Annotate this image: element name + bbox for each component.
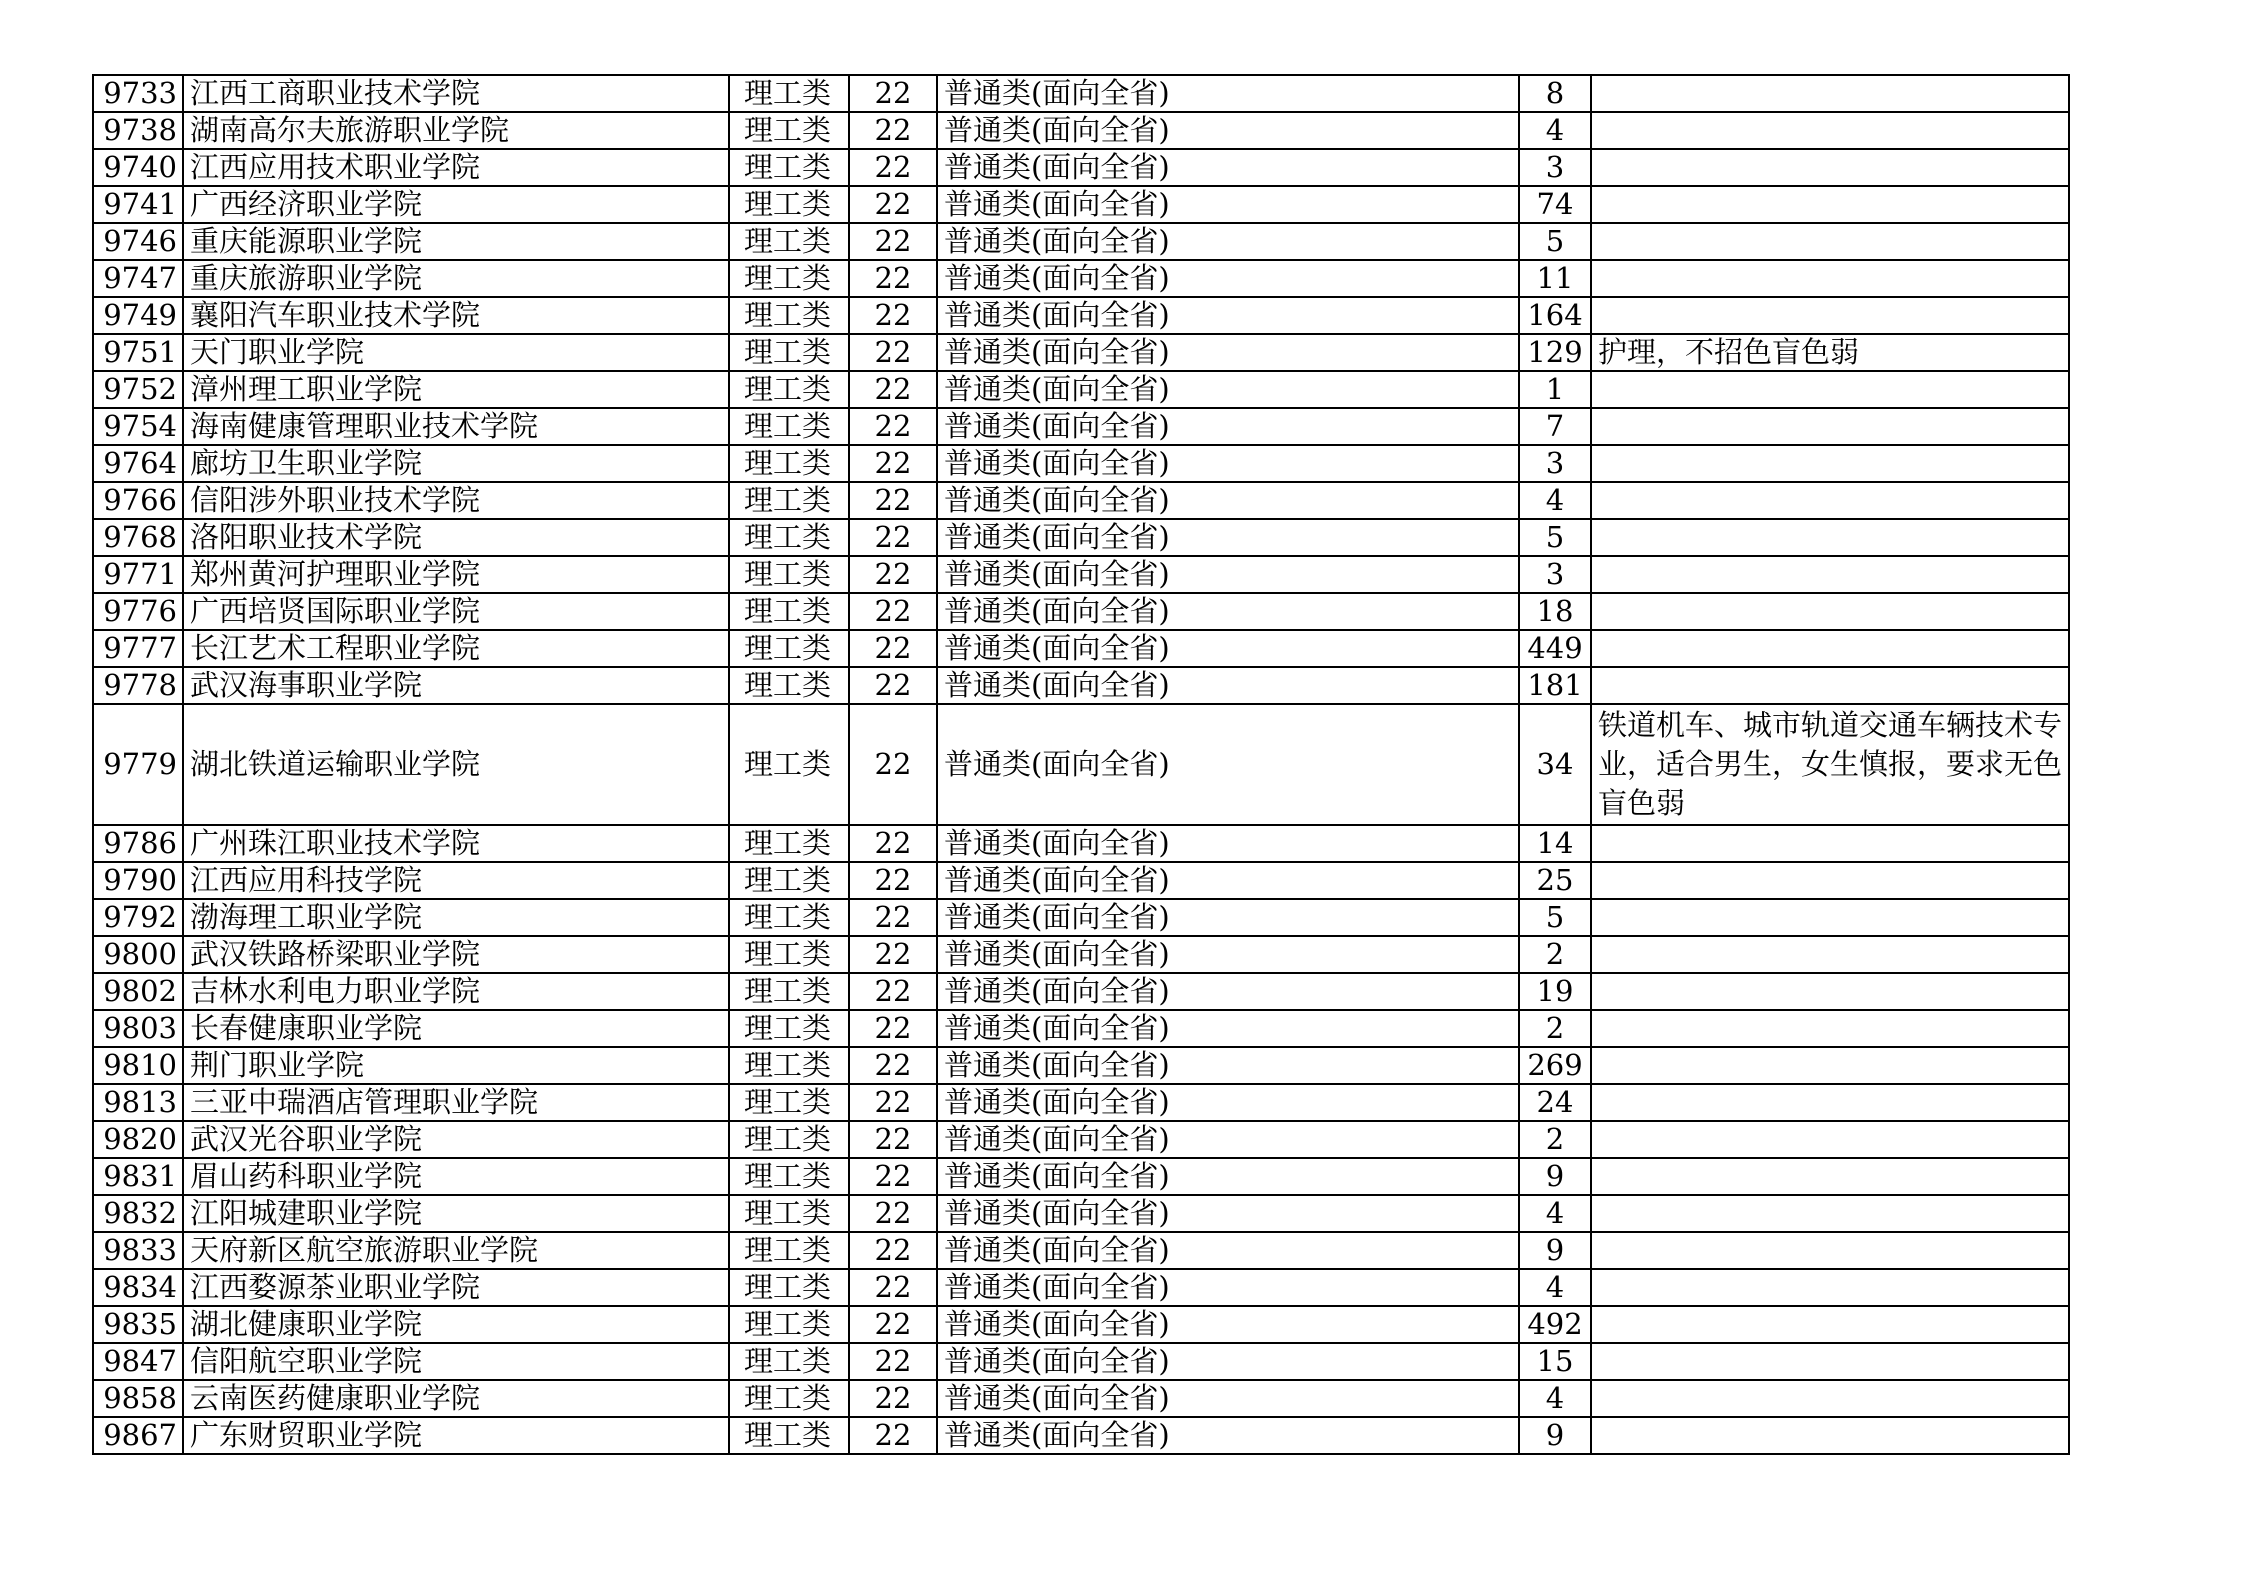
school-name-cell: 湖南高尔夫旅游职业学院 bbox=[183, 112, 729, 149]
table-row bbox=[93, 445, 2069, 482]
plan-count-cell: 74 bbox=[1519, 186, 1591, 223]
remark-cell bbox=[1591, 1380, 2069, 1417]
enrollment-type-cell: 普通类(面向全省) bbox=[937, 1084, 1519, 1121]
school-code-cell: 9803 bbox=[93, 1010, 183, 1047]
category-cell: 理工类 bbox=[729, 186, 849, 223]
remark-cell bbox=[1591, 1343, 2069, 1380]
plan-count-cell: 2 bbox=[1519, 1121, 1591, 1158]
batch-number-cell: 22 bbox=[849, 1269, 937, 1306]
category-cell: 理工类 bbox=[729, 1158, 849, 1195]
category-cell: 理工类 bbox=[729, 825, 849, 862]
category-cell: 理工类 bbox=[729, 1269, 849, 1306]
remark-cell bbox=[1591, 1047, 2069, 1084]
table-row bbox=[93, 186, 2069, 223]
category-cell: 理工类 bbox=[729, 667, 849, 704]
table-row bbox=[93, 1121, 2069, 1158]
school-code-cell: 9834 bbox=[93, 1269, 183, 1306]
remark-cell bbox=[1591, 519, 2069, 556]
category-cell: 理工类 bbox=[729, 223, 849, 260]
batch-number-cell: 22 bbox=[849, 556, 937, 593]
table-row bbox=[93, 334, 2069, 371]
batch-number-cell: 22 bbox=[849, 1195, 937, 1232]
table-row bbox=[93, 1158, 2069, 1195]
plan-count-cell: 4 bbox=[1519, 112, 1591, 149]
batch-number-cell: 22 bbox=[849, 936, 937, 973]
enrollment-type-cell: 普通类(面向全省) bbox=[937, 1306, 1519, 1343]
batch-number-cell: 22 bbox=[849, 667, 937, 704]
remark-cell bbox=[1591, 223, 2069, 260]
remark-cell bbox=[1591, 556, 2069, 593]
school-code-cell: 9779 bbox=[93, 704, 183, 825]
school-name-cell: 湖北铁道运输职业学院 bbox=[183, 704, 729, 825]
school-name-cell: 江西工商职业技术学院 bbox=[183, 75, 729, 112]
plan-count-cell: 8 bbox=[1519, 75, 1591, 112]
enrollment-type-cell: 普通类(面向全省) bbox=[937, 1195, 1519, 1232]
remark-cell bbox=[1591, 1195, 2069, 1232]
remark-cell bbox=[1591, 297, 2069, 334]
school-code-cell: 9832 bbox=[93, 1195, 183, 1232]
school-name-cell: 天门职业学院 bbox=[183, 334, 729, 371]
table-row bbox=[93, 593, 2069, 630]
category-cell: 理工类 bbox=[729, 936, 849, 973]
school-code-cell: 9820 bbox=[93, 1121, 183, 1158]
school-name-cell: 眉山药科职业学院 bbox=[183, 1158, 729, 1195]
batch-number-cell: 22 bbox=[849, 704, 937, 825]
plan-count-cell: 11 bbox=[1519, 260, 1591, 297]
school-name-cell: 郑州黄河护理职业学院 bbox=[183, 556, 729, 593]
remark-cell bbox=[1591, 75, 2069, 112]
remark-cell bbox=[1591, 1417, 2069, 1454]
remark-cell bbox=[1591, 1084, 2069, 1121]
plan-count-cell: 3 bbox=[1519, 556, 1591, 593]
school-code-cell: 9867 bbox=[93, 1417, 183, 1454]
table-row bbox=[93, 630, 2069, 667]
school-name-cell: 江阳城建职业学院 bbox=[183, 1195, 729, 1232]
batch-number-cell: 22 bbox=[849, 1306, 937, 1343]
category-cell: 理工类 bbox=[729, 334, 849, 371]
plan-count-cell: 3 bbox=[1519, 445, 1591, 482]
school-code-cell: 9835 bbox=[93, 1306, 183, 1343]
table-row bbox=[93, 408, 2069, 445]
batch-number-cell: 22 bbox=[849, 1232, 937, 1269]
batch-number-cell: 22 bbox=[849, 899, 937, 936]
school-name-cell: 云南医药健康职业学院 bbox=[183, 1380, 729, 1417]
enrollment-type-cell: 普通类(面向全省) bbox=[937, 297, 1519, 334]
school-code-cell: 9778 bbox=[93, 667, 183, 704]
category-cell: 理工类 bbox=[729, 1010, 849, 1047]
table-row bbox=[93, 973, 2069, 1010]
batch-number-cell: 22 bbox=[849, 973, 937, 1010]
school-code-cell: 9741 bbox=[93, 186, 183, 223]
batch-number-cell: 22 bbox=[849, 334, 937, 371]
school-name-cell: 湖北健康职业学院 bbox=[183, 1306, 729, 1343]
table-row bbox=[93, 149, 2069, 186]
school-name-cell: 武汉海事职业学院 bbox=[183, 667, 729, 704]
school-name-cell: 重庆能源职业学院 bbox=[183, 223, 729, 260]
batch-number-cell: 22 bbox=[849, 75, 937, 112]
table-body bbox=[93, 75, 2069, 1454]
table-row bbox=[93, 482, 2069, 519]
remark-cell bbox=[1591, 1306, 2069, 1343]
batch-number-cell: 22 bbox=[849, 1010, 937, 1047]
table-row bbox=[93, 223, 2069, 260]
plan-count-cell: 4 bbox=[1519, 1380, 1591, 1417]
remark-cell bbox=[1591, 667, 2069, 704]
enrollment-type-cell: 普通类(面向全省) bbox=[937, 149, 1519, 186]
school-code-cell: 9751 bbox=[93, 334, 183, 371]
batch-number-cell: 22 bbox=[849, 408, 937, 445]
enrollment-type-cell: 普通类(面向全省) bbox=[937, 519, 1519, 556]
plan-count-cell: 129 bbox=[1519, 334, 1591, 371]
category-cell: 理工类 bbox=[729, 704, 849, 825]
category-cell: 理工类 bbox=[729, 75, 849, 112]
enrollment-type-cell: 普通类(面向全省) bbox=[937, 1121, 1519, 1158]
enrollment-type-cell: 普通类(面向全省) bbox=[937, 973, 1519, 1010]
plan-count-cell: 4 bbox=[1519, 1195, 1591, 1232]
remark-cell bbox=[1591, 899, 2069, 936]
remark-cell bbox=[1591, 1010, 2069, 1047]
table-row bbox=[93, 667, 2069, 704]
remark-cell bbox=[1591, 1269, 2069, 1306]
table-row bbox=[93, 1232, 2069, 1269]
batch-number-cell: 22 bbox=[849, 1417, 937, 1454]
school-name-cell: 襄阳汽车职业技术学院 bbox=[183, 297, 729, 334]
batch-number-cell: 22 bbox=[849, 371, 937, 408]
plan-count-cell: 269 bbox=[1519, 1047, 1591, 1084]
school-code-cell: 9768 bbox=[93, 519, 183, 556]
remark-cell bbox=[1591, 1121, 2069, 1158]
plan-count-cell: 5 bbox=[1519, 519, 1591, 556]
remark-cell bbox=[1591, 445, 2069, 482]
plan-count-cell: 3 bbox=[1519, 149, 1591, 186]
school-name-cell: 广西经济职业学院 bbox=[183, 186, 729, 223]
table-row bbox=[93, 1010, 2069, 1047]
school-code-cell: 9771 bbox=[93, 556, 183, 593]
table-row bbox=[93, 825, 2069, 862]
remark-cell bbox=[1591, 862, 2069, 899]
category-cell: 理工类 bbox=[729, 1195, 849, 1232]
category-cell: 理工类 bbox=[729, 1417, 849, 1454]
school-name-cell: 吉林水利电力职业学院 bbox=[183, 973, 729, 1010]
school-code-cell: 9786 bbox=[93, 825, 183, 862]
category-cell: 理工类 bbox=[729, 519, 849, 556]
school-name-cell: 天府新区航空旅游职业学院 bbox=[183, 1232, 729, 1269]
table-row bbox=[93, 1343, 2069, 1380]
category-cell: 理工类 bbox=[729, 862, 849, 899]
school-code-cell: 9740 bbox=[93, 149, 183, 186]
category-cell: 理工类 bbox=[729, 899, 849, 936]
remark-cell bbox=[1591, 973, 2069, 1010]
remark-cell bbox=[1591, 482, 2069, 519]
batch-number-cell: 22 bbox=[849, 1158, 937, 1195]
batch-number-cell: 22 bbox=[849, 862, 937, 899]
batch-number-cell: 22 bbox=[849, 297, 937, 334]
enrollment-type-cell: 普通类(面向全省) bbox=[937, 630, 1519, 667]
plan-count-cell: 34 bbox=[1519, 704, 1591, 825]
plan-count-cell: 9 bbox=[1519, 1417, 1591, 1454]
school-code-cell: 9776 bbox=[93, 593, 183, 630]
plan-count-cell: 7 bbox=[1519, 408, 1591, 445]
category-cell: 理工类 bbox=[729, 556, 849, 593]
plan-count-cell: 164 bbox=[1519, 297, 1591, 334]
enrollment-type-cell: 普通类(面向全省) bbox=[937, 862, 1519, 899]
school-name-cell: 江西婺源茶业职业学院 bbox=[183, 1269, 729, 1306]
batch-number-cell: 22 bbox=[849, 1343, 937, 1380]
table-row bbox=[93, 1195, 2069, 1232]
plan-count-cell: 9 bbox=[1519, 1232, 1591, 1269]
table-row bbox=[93, 1306, 2069, 1343]
plan-count-cell: 449 bbox=[1519, 630, 1591, 667]
table-row bbox=[93, 936, 2069, 973]
category-cell: 理工类 bbox=[729, 593, 849, 630]
enrollment-type-cell: 普通类(面向全省) bbox=[937, 1047, 1519, 1084]
school-name-cell: 江西应用科技学院 bbox=[183, 862, 729, 899]
table-row bbox=[93, 899, 2069, 936]
school-name-cell: 渤海理工职业学院 bbox=[183, 899, 729, 936]
remark-cell bbox=[1591, 149, 2069, 186]
plan-count-cell: 15 bbox=[1519, 1343, 1591, 1380]
school-code-cell: 9800 bbox=[93, 936, 183, 973]
enrollment-type-cell: 普通类(面向全省) bbox=[937, 75, 1519, 112]
enrollment-type-cell: 普通类(面向全省) bbox=[937, 556, 1519, 593]
school-code-cell: 9738 bbox=[93, 112, 183, 149]
enrollment-type-cell: 普通类(面向全省) bbox=[937, 1343, 1519, 1380]
enrollment-type-cell: 普通类(面向全省) bbox=[937, 593, 1519, 630]
table-row bbox=[93, 1380, 2069, 1417]
enrollment-type-cell: 普通类(面向全省) bbox=[937, 1232, 1519, 1269]
school-code-cell: 9810 bbox=[93, 1047, 183, 1084]
enrollment-type-cell: 普通类(面向全省) bbox=[937, 408, 1519, 445]
school-name-cell: 广西培贤国际职业学院 bbox=[183, 593, 729, 630]
batch-number-cell: 22 bbox=[849, 149, 937, 186]
plan-count-cell: 181 bbox=[1519, 667, 1591, 704]
batch-number-cell: 22 bbox=[849, 593, 937, 630]
table-row bbox=[93, 1084, 2069, 1121]
school-code-cell: 9746 bbox=[93, 223, 183, 260]
batch-number-cell: 22 bbox=[849, 1047, 937, 1084]
remark-cell bbox=[1591, 936, 2069, 973]
category-cell: 理工类 bbox=[729, 445, 849, 482]
school-name-cell: 重庆旅游职业学院 bbox=[183, 260, 729, 297]
category-cell: 理工类 bbox=[729, 149, 849, 186]
table-row bbox=[93, 75, 2069, 112]
batch-number-cell: 22 bbox=[849, 825, 937, 862]
admission-plan-table bbox=[92, 74, 2070, 1455]
school-name-cell: 信阳航空职业学院 bbox=[183, 1343, 729, 1380]
batch-number-cell: 22 bbox=[849, 1084, 937, 1121]
school-code-cell: 9733 bbox=[93, 75, 183, 112]
batch-number-cell: 22 bbox=[849, 112, 937, 149]
enrollment-type-cell: 普通类(面向全省) bbox=[937, 667, 1519, 704]
batch-number-cell: 22 bbox=[849, 260, 937, 297]
plan-count-cell: 2 bbox=[1519, 1010, 1591, 1047]
school-name-cell: 信阳涉外职业技术学院 bbox=[183, 482, 729, 519]
table-row bbox=[93, 556, 2069, 593]
table-row bbox=[93, 704, 2069, 825]
batch-number-cell: 22 bbox=[849, 186, 937, 223]
school-name-cell: 武汉铁路桥梁职业学院 bbox=[183, 936, 729, 973]
remark-cell bbox=[1591, 630, 2069, 667]
category-cell: 理工类 bbox=[729, 973, 849, 1010]
table-row bbox=[93, 260, 2069, 297]
plan-count-cell: 24 bbox=[1519, 1084, 1591, 1121]
school-code-cell: 9749 bbox=[93, 297, 183, 334]
category-cell: 理工类 bbox=[729, 1084, 849, 1121]
school-name-cell: 海南健康管理职业技术学院 bbox=[183, 408, 729, 445]
enrollment-type-cell: 普通类(面向全省) bbox=[937, 899, 1519, 936]
batch-number-cell: 22 bbox=[849, 223, 937, 260]
school-name-cell: 武汉光谷职业学院 bbox=[183, 1121, 729, 1158]
category-cell: 理工类 bbox=[729, 1343, 849, 1380]
remark-cell bbox=[1591, 112, 2069, 149]
school-code-cell: 9802 bbox=[93, 973, 183, 1010]
plan-count-cell: 1 bbox=[1519, 371, 1591, 408]
category-cell: 理工类 bbox=[729, 260, 849, 297]
plan-count-cell: 5 bbox=[1519, 223, 1591, 260]
school-code-cell: 9754 bbox=[93, 408, 183, 445]
remark-cell bbox=[1591, 1232, 2069, 1269]
school-name-cell: 三亚中瑞酒店管理职业学院 bbox=[183, 1084, 729, 1121]
school-code-cell: 9813 bbox=[93, 1084, 183, 1121]
enrollment-type-cell: 普通类(面向全省) bbox=[937, 1269, 1519, 1306]
plan-count-cell: 18 bbox=[1519, 593, 1591, 630]
plan-count-cell: 19 bbox=[1519, 973, 1591, 1010]
remark-cell bbox=[1591, 593, 2069, 630]
school-code-cell: 9792 bbox=[93, 899, 183, 936]
table-row bbox=[93, 1417, 2069, 1454]
school-code-cell: 9764 bbox=[93, 445, 183, 482]
school-name-cell: 江西应用技术职业学院 bbox=[183, 149, 729, 186]
category-cell: 理工类 bbox=[729, 482, 849, 519]
plan-count-cell: 4 bbox=[1519, 1269, 1591, 1306]
school-code-cell: 9847 bbox=[93, 1343, 183, 1380]
enrollment-type-cell: 普通类(面向全省) bbox=[937, 223, 1519, 260]
category-cell: 理工类 bbox=[729, 371, 849, 408]
table-row bbox=[93, 862, 2069, 899]
plan-count-cell: 492 bbox=[1519, 1306, 1591, 1343]
table-row bbox=[93, 1047, 2069, 1084]
school-name-cell: 洛阳职业技术学院 bbox=[183, 519, 729, 556]
remark-cell bbox=[1591, 825, 2069, 862]
batch-number-cell: 22 bbox=[849, 1121, 937, 1158]
school-code-cell: 9747 bbox=[93, 260, 183, 297]
category-cell: 理工类 bbox=[729, 1306, 849, 1343]
category-cell: 理工类 bbox=[729, 408, 849, 445]
table-row bbox=[93, 297, 2069, 334]
enrollment-type-cell: 普通类(面向全省) bbox=[937, 936, 1519, 973]
school-code-cell: 9790 bbox=[93, 862, 183, 899]
enrollment-type-cell: 普通类(面向全省) bbox=[937, 186, 1519, 223]
enrollment-type-cell: 普通类(面向全省) bbox=[937, 704, 1519, 825]
table-row bbox=[93, 112, 2069, 149]
plan-count-cell: 14 bbox=[1519, 825, 1591, 862]
category-cell: 理工类 bbox=[729, 1121, 849, 1158]
enrollment-type-cell: 普通类(面向全省) bbox=[937, 260, 1519, 297]
remark-cell bbox=[1591, 186, 2069, 223]
remark-cell bbox=[1591, 1158, 2069, 1195]
table-row bbox=[93, 519, 2069, 556]
enrollment-type-cell: 普通类(面向全省) bbox=[937, 1158, 1519, 1195]
school-code-cell: 9831 bbox=[93, 1158, 183, 1195]
enrollment-type-cell: 普通类(面向全省) bbox=[937, 1010, 1519, 1047]
school-name-cell: 荆门职业学院 bbox=[183, 1047, 729, 1084]
batch-number-cell: 22 bbox=[849, 1380, 937, 1417]
batch-number-cell: 22 bbox=[849, 445, 937, 482]
school-code-cell: 9766 bbox=[93, 482, 183, 519]
enrollment-type-cell: 普通类(面向全省) bbox=[937, 1380, 1519, 1417]
school-code-cell: 9858 bbox=[93, 1380, 183, 1417]
batch-number-cell: 22 bbox=[849, 630, 937, 667]
school-code-cell: 9833 bbox=[93, 1232, 183, 1269]
category-cell: 理工类 bbox=[729, 1232, 849, 1269]
enrollment-type-cell: 普通类(面向全省) bbox=[937, 445, 1519, 482]
school-code-cell: 9777 bbox=[93, 630, 183, 667]
category-cell: 理工类 bbox=[729, 1380, 849, 1417]
school-name-cell: 广州珠江职业技术学院 bbox=[183, 825, 729, 862]
category-cell: 理工类 bbox=[729, 297, 849, 334]
table-row bbox=[93, 371, 2069, 408]
school-code-cell: 9752 bbox=[93, 371, 183, 408]
enrollment-type-cell: 普通类(面向全省) bbox=[937, 371, 1519, 408]
remark-cell: 护理，不招色盲色弱 bbox=[1591, 334, 2069, 371]
plan-count-cell: 5 bbox=[1519, 899, 1591, 936]
school-name-cell: 长江艺术工程职业学院 bbox=[183, 630, 729, 667]
enrollment-type-cell: 普通类(面向全省) bbox=[937, 334, 1519, 371]
category-cell: 理工类 bbox=[729, 112, 849, 149]
school-name-cell: 廊坊卫生职业学院 bbox=[183, 445, 729, 482]
category-cell: 理工类 bbox=[729, 1047, 849, 1084]
batch-number-cell: 22 bbox=[849, 482, 937, 519]
table-row bbox=[93, 1269, 2069, 1306]
remark-cell: 铁道机车、城市轨道交通车辆技术专业，适合男生，女生慎报，要求无色盲色弱 bbox=[1591, 704, 2069, 825]
enrollment-type-cell: 普通类(面向全省) bbox=[937, 482, 1519, 519]
school-name-cell: 广东财贸职业学院 bbox=[183, 1417, 729, 1454]
batch-number-cell: 22 bbox=[849, 519, 937, 556]
category-cell: 理工类 bbox=[729, 630, 849, 667]
remark-cell bbox=[1591, 371, 2069, 408]
plan-count-cell: 25 bbox=[1519, 862, 1591, 899]
school-name-cell: 漳州理工职业学院 bbox=[183, 371, 729, 408]
school-name-cell: 长春健康职业学院 bbox=[183, 1010, 729, 1047]
plan-count-cell: 9 bbox=[1519, 1158, 1591, 1195]
remark-cell bbox=[1591, 408, 2069, 445]
enrollment-type-cell: 普通类(面向全省) bbox=[937, 112, 1519, 149]
plan-count-cell: 4 bbox=[1519, 482, 1591, 519]
plan-count-cell: 2 bbox=[1519, 936, 1591, 973]
enrollment-type-cell: 普通类(面向全省) bbox=[937, 825, 1519, 862]
remark-cell bbox=[1591, 260, 2069, 297]
enrollment-type-cell: 普通类(面向全省) bbox=[937, 1417, 1519, 1454]
